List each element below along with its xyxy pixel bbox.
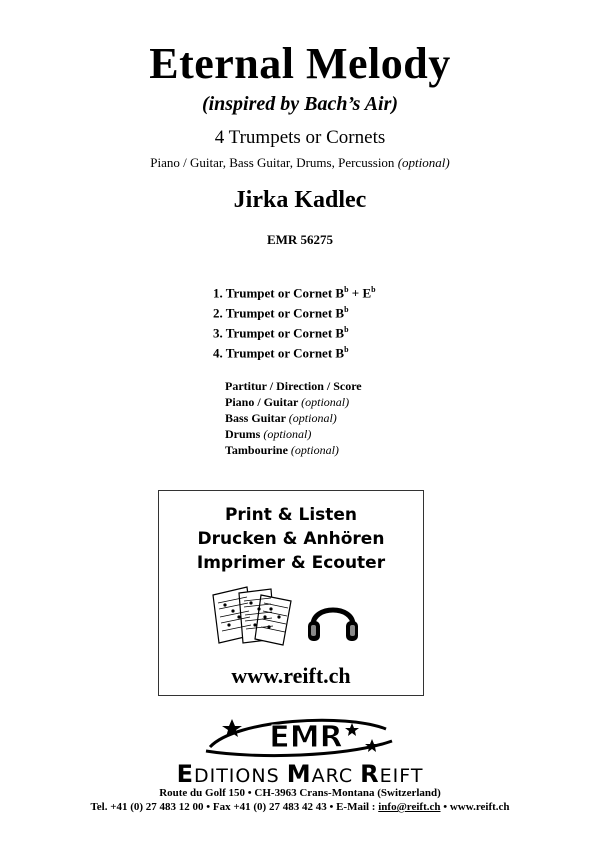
publisher-name-part: R bbox=[360, 760, 380, 788]
part-label: 3. Trumpet or Cornet B bbox=[213, 325, 345, 341]
part-item bbox=[213, 280, 376, 300]
extra-item bbox=[225, 394, 362, 410]
accompaniment-text: Piano / Guitar, Bass Guitar, Drums, Percussion bbox=[150, 155, 395, 170]
accompaniment-optional: (optional) bbox=[397, 155, 450, 170]
promo-line-de: Drucken & Anhören bbox=[197, 529, 385, 549]
extra-item bbox=[225, 410, 362, 426]
extra-item bbox=[225, 442, 362, 458]
emr-logo bbox=[196, 713, 406, 759]
publisher-contact bbox=[0, 801, 600, 813]
extra-label: Partitur / Direction / Score bbox=[225, 379, 362, 393]
extra-label: Piano / Guitar bbox=[225, 395, 299, 409]
accompaniment bbox=[0, 155, 600, 171]
logo-text: EMR bbox=[269, 720, 343, 755]
flat-sign: b bbox=[344, 325, 349, 334]
publisher-name-part: EIFT bbox=[379, 765, 424, 787]
flat-sign: b bbox=[344, 285, 349, 294]
publisher-name bbox=[0, 760, 600, 788]
extra-label: Drums bbox=[225, 427, 261, 441]
extra-label: Tambourine bbox=[225, 443, 288, 457]
extra-note: (optional) bbox=[290, 443, 339, 457]
instrumentation: 4 Trumpets or Cornets bbox=[214, 127, 386, 148]
extra-note: (optional) bbox=[288, 411, 337, 425]
extra-item bbox=[225, 426, 362, 442]
contact-prefix: Tel. +41 (0) 27 483 12 00 • Fax +41 (0) 27 483 42 43 • E-Mail : bbox=[90, 801, 379, 813]
part-suffix: + E bbox=[348, 285, 372, 301]
publisher-name-part: E bbox=[176, 760, 194, 788]
part-item bbox=[213, 300, 376, 320]
extra-label: Bass Guitar bbox=[225, 411, 286, 425]
part-item bbox=[213, 340, 376, 360]
subtitle: (inspired by Bach’s Air) bbox=[201, 93, 399, 115]
print-listen-box bbox=[158, 490, 424, 696]
publisher-name-part: ARC bbox=[311, 765, 361, 787]
composer: Jirka Kadlec bbox=[233, 187, 367, 213]
promo-url[interactable]: www.reift.ch bbox=[231, 663, 351, 688]
page-title: Eternal Melody bbox=[149, 39, 451, 88]
promo-line-en: Print & Listen bbox=[224, 505, 358, 525]
promo-line-fr: Imprimer & Ecouter bbox=[196, 553, 386, 573]
contact-suffix: • www.reift.ch bbox=[440, 801, 510, 813]
extra-item bbox=[225, 378, 362, 394]
headphones-icon bbox=[305, 591, 361, 647]
part-label: 4. Trumpet or Cornet B bbox=[213, 345, 345, 361]
flat-sign: b bbox=[371, 285, 376, 294]
part-label: 1. Trumpet or Cornet B bbox=[213, 285, 345, 301]
parts-list bbox=[213, 280, 376, 360]
catalog-number: EMR 56275 bbox=[266, 232, 334, 247]
sheet-music-icon bbox=[209, 585, 295, 647]
publisher-name-part: DITIONS bbox=[193, 765, 287, 787]
extra-note: (optional) bbox=[301, 395, 350, 409]
extras-list bbox=[225, 378, 362, 458]
part-item bbox=[213, 320, 376, 340]
part-label: 2. Trumpet or Cornet B bbox=[213, 305, 345, 321]
flat-sign: b bbox=[344, 305, 349, 314]
email-link[interactable]: info@reift.ch bbox=[378, 801, 441, 813]
flat-sign: b bbox=[344, 345, 349, 354]
extra-note: (optional) bbox=[263, 427, 312, 441]
publisher-name-part: M bbox=[286, 760, 312, 788]
publisher-address: Route du Golf 150 • CH-3963 Crans-Montana (Switzerland) bbox=[159, 787, 441, 799]
